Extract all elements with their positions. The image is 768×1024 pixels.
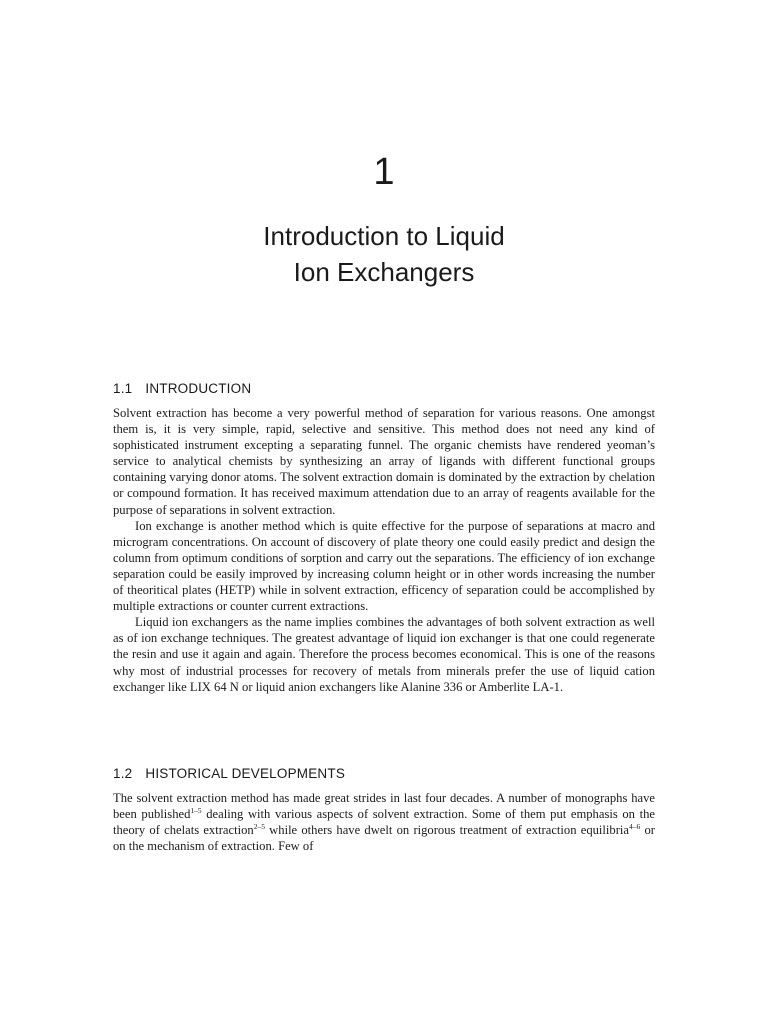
section-heading-historical-developments (113, 765, 345, 783)
chapter-number: 1 (373, 151, 395, 193)
section-heading-introduction (113, 380, 251, 398)
text-run: while others have dwelt on rigorous treatment of extraction equilibria (264, 823, 630, 838)
citation-superscript: 4–6 (629, 822, 641, 832)
citation-superscript: 2–5 (253, 822, 265, 832)
section-body-introduction (113, 405, 655, 695)
section-number: 1.1 (113, 381, 133, 396)
citation-superscript: 1–5 (190, 806, 202, 816)
section-body-historical-developments (113, 790, 655, 854)
chapter-title-line-1: Introduction to Liquid (263, 221, 505, 251)
text-run: dealing with various aspects of solvent extraction. Some of them put emphasis on the theory of chelats extraction (113, 807, 655, 838)
section-number: 1.2 (113, 766, 133, 781)
paragraph (113, 790, 655, 854)
paragraph: Liquid ion exchangers as the name implies combines the advantages of both solvent extraction as well as of ion exchange techniques. The greatest advantage of liquid ion exchanger is that one could regenerate the resin and use it again and again. Therefore the process becomes economical. This is one of the reasons why most of industrial processes for recovery of metals from minerals prefer the use of liquid cation exchanger like LIX 64 N or liquid anion exchangers like Alanine 336 or Amberlite LA-1. (113, 615, 655, 694)
section-title: INTRODUCTION (145, 381, 252, 396)
text-run: The solvent extraction method has made great strides in last four decades. A number of monographs have been published (113, 791, 655, 822)
chapter-title (0, 218, 768, 290)
paragraph: Solvent extraction has become a very powerful method of separation for various reasons. One amongst them is, it is very simple, rapid, selective and sensitive. This method does not need any kind of sophisticated instrument excepting a separating funnel. The organic chemists have rendered yeoman’s service to analytical chemists by synthesizing an array of ligands with different functional groups containing varying donor atoms. The solvent extraction domain is dominated by the extraction by chelation or compound formation. It has received maximum attendation due to an array of reagents available for the purpose of separations in solvent extraction. (113, 406, 655, 517)
text-run: or on the mechanism of extraction. Few of (113, 823, 655, 854)
section-title: HISTORICAL DEVELOPMENTS (145, 766, 346, 781)
chapter-title-line-2: Ion Exchangers (293, 257, 475, 287)
paragraph: Ion exchange is another method which is quite effective for the purpose of separations at macro and microgram concentrations. On account of discovery of plate theory one could easily predict and design the column from optimum conditions of sorption and carry out the separations. The efficiency of ion exchange separation could be easily improved by increasing column height or in other words increasing the number of theoritical plates (HETP) while in solvent extraction, efficency of separation could be accomplished by multiple extractions or counter current extractions. (113, 518, 655, 614)
